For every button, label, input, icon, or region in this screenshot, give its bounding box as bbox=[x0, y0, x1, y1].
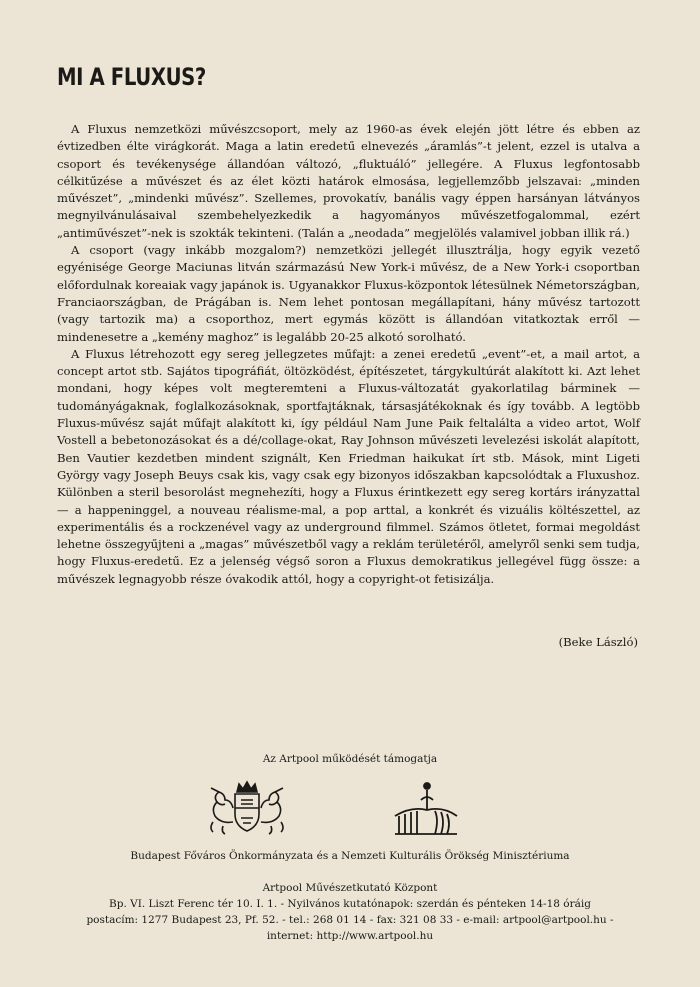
paragraph-3: A Fluxus létrehozott egy sereg jellegzetes műfajt: a zenei eredetű „event”-et, a mail artot, a concept artot stb. Sajátos tipográfiát, öltözködést, építészetet, tárgykultúrát alakított ki. Azt lehet mondani, hogy képes volt megteremteni a Fluxus-változatát gyakorlatilag bárminek — tudományágaknak, foglalkozásoknak, sportfajtáknak, társasjátékoknak és így tovább. A legtöbb Fluxus-művész saját műfajt alakított ki, így például Nam June Paik feltalálta a video artot, Wolf Vostell a bebetonozásokat és a dé/collage-okat, Ray Johnson művészeti levelezési iskolát alapított, Ben Vautier kezdetben mindent szignált, Ken Friedman haikukat írt stb. Mások, mint Ligeti György vagy Joseph Beuys csak kis, vagy csak egy bizonyos időszakban kapcsolódtak a Fluxushoz. Különben a steril besorolást megnehezíti, hogy a Fluxus érintkezett egy sereg kortárs irányzattal — a happeninggel, a nouveau réalisme-mal, a pop arttal, a konkrét és vizuális költészettel, az experimentális és a rockzenével vagy az underground filmmel. Számos ötletet, formai megoldást lehetne összegyűjteni a „magas” művészetből vagy a reklám területéről, amelyről senki sem tudja, hogy Fluxus-eredetű. Ez a jelenség végső soron a Fluxus demokratikus jellegével függ össze: a művészek legnagyobb része óvakodik attól, hogy a copyright-ot fetisizálja. bbox=[57, 346, 640, 586]
sponsor-emblems bbox=[0, 778, 700, 840]
paragraph-1: A Fluxus nemzetközi művészcsoport, mely az 1960-as évek elején jött létre és ebben az évtizedben élte virágkorát. Maga a latin eredetű elnevezés „áramlás”-t jelent, ezzel is utalva a csoport és tevékenysége állandóan változó, „fluktuáló” jellegére. A Fluxus legfontosabb célkitűzése a művészet és az élet közti határok elmosása, legjellemzőbb jelszavai: „minden művészet”, „mindenki művész”. Szellemes, provokatív, banális vagy éppen harsányan látványos megnyilvánulásaival szembehelyezkedik a hagyományos művészetfogalommal, ezért „antiművészet”-nek is szokták tekinteni. (Talán a „neodada” megjelölés valamivel jobban illik rá.) bbox=[57, 122, 640, 240]
paragraph-2: A csoport (vagy inkább mozgalom?) nemzetközi jellegét illusztrálja, hogy egyik vezető egyénisége George Maciunas litván származású New York-i művész, de a New York-i csoportban előfordulnak koreaiak vagy japánok is. Ugyanakkor Fluxus-központok létesülnek Németországban, Franciaországban, de Prágában is. Nem lehet pontosan megállapítani, hány művész tartozott (vagy tartozik ma) a csoporthoz, mert egymás között is állandóan vitatkoztak erről — mindenesetre a „kemény maghoz” is legalább 20-25 alkotó sorolható. bbox=[57, 243, 640, 344]
footer-org: Artpool Művészetkutató Központ bbox=[262, 882, 438, 894]
footer-address: Bp. VI. Liszt Ferenc tér 10. I. 1. - Nyilvános kutatónapok: szerdán és pénteken 14-18 óráig bbox=[109, 898, 591, 910]
page-title: MI A FLUXUS? bbox=[57, 63, 206, 91]
support-text: Az Artpool működését támogatja bbox=[262, 753, 438, 765]
ministries-text: Budapest Főváros Önkormányzata és a Nemzeti Kulturális Örökség Minisztériuma bbox=[130, 850, 570, 862]
footer-internet: internet: http://www.artpool.hu bbox=[266, 930, 434, 942]
nka-logo-icon bbox=[391, 780, 461, 838]
author-signature: (Beke László) bbox=[558, 635, 638, 649]
budapest-coat-of-arms-icon bbox=[203, 778, 291, 838]
article-body bbox=[57, 121, 640, 588]
footer-contact: postacím: 1277 Budapest 23, Pf. 52. - tel.: 268 01 14 - fax: 321 08 33 - e-mail: artpool@artpool.hu - bbox=[86, 914, 614, 926]
footer bbox=[0, 880, 700, 944]
